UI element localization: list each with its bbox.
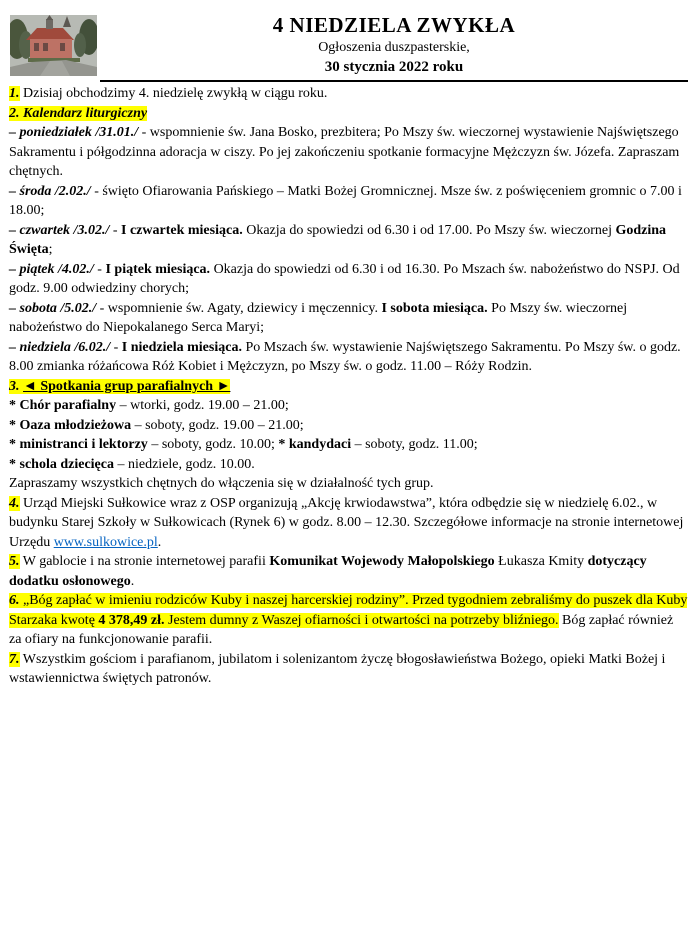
- text-run: Komunikat Wojewody Małopolskiego: [269, 554, 495, 569]
- text-run: * schola dziecięca: [9, 456, 114, 472]
- text-run: Bóg zapłać również za ofiary na funkcjonowanie parafii.: [9, 612, 674, 647]
- text-run: Godzina Święta: [9, 222, 667, 257]
- text-run: – środa /2.02./: [9, 183, 91, 199]
- text-run: dotyczący dodatku osłonowego: [9, 554, 647, 589]
- text-run: – soboty, godz. 11.00;: [351, 437, 478, 452]
- calendar-entry-saturday: [9, 299, 688, 338]
- bulletin-header: [0, 0, 696, 84]
- group-item-choir: [9, 396, 688, 416]
- text-run: I piątek miesiąca.: [105, 261, 211, 277]
- church-photo: [10, 15, 97, 76]
- text-run: * Oaza młodzieżowa: [9, 417, 132, 433]
- text-run: * Chór parafialny: [9, 398, 117, 413]
- text-run: – sobota /5.02./: [9, 300, 97, 316]
- announcement-5: [9, 552, 688, 591]
- text-run: – niedziele, godz. 10.00.: [113, 456, 255, 472]
- text-run: - wspomnienie św. Agaty, dziewicy i męczennicy.: [96, 300, 382, 316]
- page-date: 30 stycznia 2022 roku: [324, 59, 464, 75]
- calendar-entry-friday: [9, 260, 688, 299]
- header-text-block: [100, 0, 688, 82]
- text-run: – wtorki, godz. 19.00 – 21.00;: [116, 398, 289, 413]
- text-run: -: [109, 222, 122, 238]
- text-run: – soboty, godz. 10.00;: [147, 437, 279, 452]
- group-item-schola: [9, 455, 688, 475]
- text-run: I czwartek miesiąca.: [121, 222, 243, 238]
- page-subtitle: Ogłoszenia duszpasterskie,: [318, 40, 470, 55]
- calendar-entry-monday: [9, 123, 688, 182]
- text-run: * kandydaci: [278, 437, 352, 452]
- calendar-entry-wednesday: [9, 182, 688, 221]
- text-run: Okazja do spowiedzi od 6.30 i od 17.00. Po Mszy św. wieczornej: [242, 222, 616, 238]
- text-run: Łukasza Kmity: [494, 554, 588, 569]
- text-run: 3.: [9, 378, 23, 394]
- text-run: – czwartek /3.02./: [9, 222, 110, 238]
- group-item-ministranci: [9, 435, 688, 455]
- announcement-7: [9, 650, 688, 689]
- calendar-entry-sunday: [9, 338, 688, 377]
- text-run: 4.: [9, 495, 20, 511]
- text-run: 7.: [9, 651, 20, 667]
- announcement-4: [9, 494, 688, 553]
- section-heading-liturgical-calendar: [9, 104, 688, 124]
- text-run: Jestem dumny z Waszej ofiarności i otwartości na potrzeby bliźniego.: [164, 612, 559, 628]
- group-item-oaza: [9, 416, 688, 436]
- groups-invitation: [9, 474, 688, 494]
- text-run: Zapraszamy wszystkich chętnych do włączenia się w działalność tych grup.: [9, 476, 434, 491]
- text-run: Po Mszach św. wystawienie Najświętszego Sakramentu. Po Mszy św. o godz. 8.00 zmianka różańcowa Róż Kobiet i Mężczyzn, po Mszy św. o godz. 11.00 – Róży Rodzin.: [9, 339, 681, 374]
- church-photo-graphic: [10, 15, 97, 76]
- section-heading-parish-groups: [9, 377, 688, 397]
- text-run: Urząd Miejski Sułkowice wraz z OSP organizują „Akcję krwiodawstwa”, która odbędzie się w niedzielę 6.02., w budynku Starej Szkoły w Sułkowicach (Rynek 6) w godz. 8.00 – 12.30. Szczegółowe informacje na stronie internetowej Urzędu: [9, 495, 684, 550]
- text-run: Okazja do spowiedzi od 6.30 i od 16.30. Po Mszach św. nabożeństwo do NSPJ. Od godz. 9.00 odwiedziny chorych;: [9, 261, 680, 296]
- text-run: I sobota miesiąca.: [381, 300, 488, 316]
- text-run: 2. Kalendarz liturgiczny: [9, 105, 148, 121]
- text-run: ◄ Spotkania grup parafialnych ►: [23, 378, 231, 394]
- announcement-1: [9, 84, 688, 104]
- text-run: .: [130, 573, 135, 589]
- text-run: * ministranci i lektorzy: [9, 437, 148, 452]
- header-divider: [100, 80, 688, 82]
- text-run: -: [93, 261, 106, 277]
- page-title: 4 NIEDZIELA ZWYKŁA: [272, 13, 516, 37]
- announcement-6: [9, 591, 688, 650]
- text-run: Dzisiaj obchodzimy 4. niedzielę zwykłą w ciągu roku.: [19, 86, 328, 101]
- bulletin-body: [0, 84, 696, 689]
- calendar-entry-thursday: [9, 221, 688, 260]
- text-run: W gablocie i na stronie internetowej parafii: [19, 554, 270, 569]
- text-run: – soboty, godz. 19.00 – 21.00;: [131, 417, 304, 433]
- text-run: 1.: [9, 86, 20, 101]
- text-run: - wspomnienie św. Jana Bosko, prezbitera; Po Mszy św. wieczornej wystawienie Najświętszego Sakramentu i półgodzinna adoracja w ciszy. Po jej zakończeniu spotkanie formacyjne Mężczyzn św. Józefa. Zapraszam chętnych.: [9, 125, 680, 179]
- text-run: I niedziela miesiąca.: [121, 339, 242, 355]
- text-run: – piątek /4.02./: [9, 261, 94, 277]
- text-run: -: [110, 339, 122, 355]
- text-run: .: [157, 534, 162, 550]
- text-run: – niedziela /6.02./: [9, 339, 111, 355]
- text-run: ;: [48, 242, 53, 257]
- text-run: 4 378,49 zł.: [98, 612, 165, 628]
- text-run: 5.: [9, 554, 20, 569]
- text-run: „Bóg zapłać w imieniu rodziców Kuby i naszej harcerskiej rodziny”. Przed tygodniem zebraliśmy do puszek dla Kuby Starzaka kwotę: [9, 593, 688, 628]
- text-run: 6.: [9, 593, 20, 608]
- text-run: Po Mszy św. wieczornej nabożeństwo do Niepokalanego Serca Maryi;: [9, 300, 628, 335]
- text-run: – poniedziałek /31.01./: [9, 125, 139, 140]
- text-run: Wszystkim gościom i parafianom, jubilatom i solenizantom życzę błogosławieństwa Bożego, opieki Matki Bożej i wstawiennictwa świętych patronów.: [9, 651, 666, 686]
- text-run: - święto Ofiarowania Pańskiego – Matki Bożej Gromnicznej. Msze św. z poświęceniem gromnic o 7.00 i 18.00;: [9, 183, 682, 218]
- sulkowice-link[interactable]: www.sulkowice.pl: [53, 534, 158, 550]
